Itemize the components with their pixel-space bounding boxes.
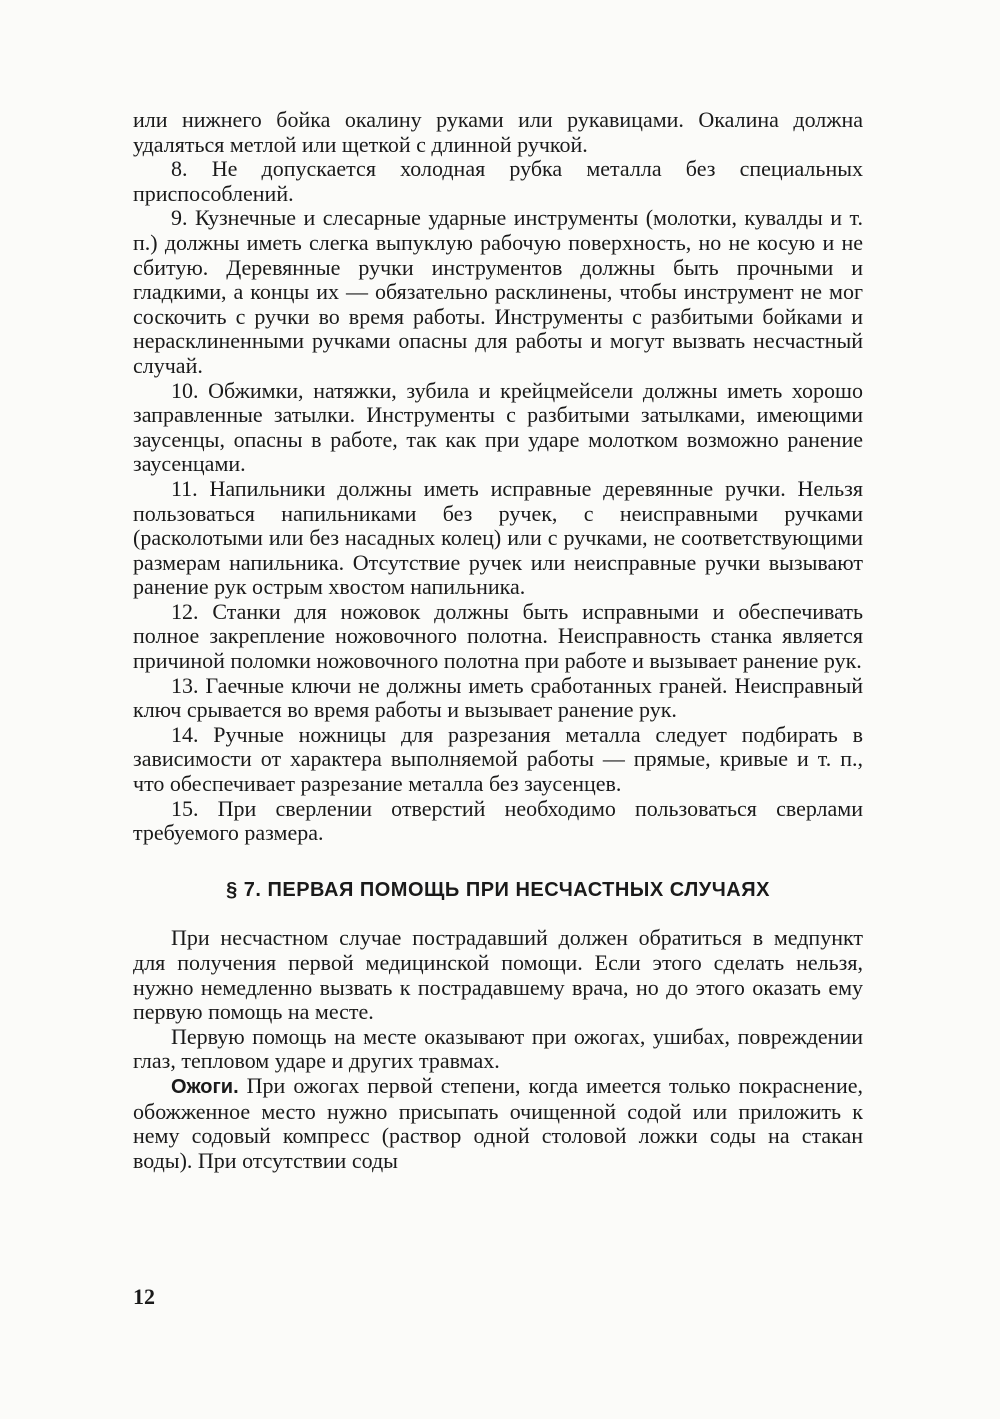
paragraph-item-15: 15. При сверлении отверстий необходимо пользоваться сверлами требуемого размера. xyxy=(133,795,863,846)
paragraph-first-aid-cases: Первую помощь на месте оказывают при ожогах, ушибах, повреждении глаз, тепловом ударе и других травмах. xyxy=(133,1023,863,1074)
paragraph-item-12: 12. Станки для ножовок должны быть исправными и обеспечивать полное закрепление ножовочного полотна. Неисправность станка является причиной поломки ножовочного полотна при работе и вызывает ранение рук. xyxy=(133,598,863,674)
paragraph-first-aid-intro: При несчастном случае пострадавший должен обратиться в медпункт для получения первой медицинской помощи. Если этого сделать нельзя, нужно немедленно вызвать к пострадавшему врача, но до этого оказать ему первую помощь на месте. xyxy=(133,925,863,1025)
section-heading: § 7. ПЕРВАЯ ПОМОЩЬ ПРИ НЕСЧАСТНЫХ СЛУЧАЯХ xyxy=(226,878,770,901)
paragraph-burns xyxy=(133,1074,863,1173)
paragraph-item-9: 9. Кузнечные и слесарные ударные инструменты (молотки, кувалды и т. п.) должны иметь слегка выпуклую рабочую поверхность, но не косую и не сбитую. Деревянные ручки инструментов должны быть прочными и гладкими, а концы их — обязательно расклинены, чтобы инструмент не мог соскочить с ручки во время работы. Инструменты с разбитыми бойками и нерасклиненными ручками опасны для работы и могут вызвать несчастный случай. xyxy=(133,205,863,378)
paragraph-continued: или нижнего бойка окалину руками или рукавицами. Окалина должна удаляться метлой или щеткой с длинной ручкой. xyxy=(133,107,863,157)
paragraph-item-13: 13. Гаечные ключи не должны иметь сработанных граней. Неисправный ключ срывается во время работы и вызывает ранение рук. xyxy=(133,672,863,723)
burns-run-in-heading: Ожоги. xyxy=(171,1075,239,1098)
body-text xyxy=(133,108,863,1173)
burns-text: При ожогах первой степени, когда имеется только покраснение, обожженное место нужно присыпать очищенной содой или приложить к нему содовый компресс (раствор одной столовой ложки соды на стакан воды). При отсутствии соды xyxy=(133,1072,863,1173)
paragraph-item-11: 11. Напильники должны иметь исправные деревянные ручки. Нельзя пользоваться напильниками без ручек, с неисправными ручками (расколотыми или без насадных колец) или с ручками, не соответствующими размерам напильника. Отсутствие ручек или неисправные ручки вызывают ранение рук острым хвостом напильника. xyxy=(133,475,863,600)
paragraph-item-14: 14. Ручные ножницы для разрезания металла следует подбирать в зависимости от характера выполняемой работы — прямые, кривые и т. п., что обеспечивает разрезание металла без заусенцев. xyxy=(133,721,863,797)
paragraph-item-8: 8. Не допускается холодная рубка металла без специальных приспособлений. xyxy=(133,156,863,206)
page-number: 12 xyxy=(133,1284,155,1309)
paragraph-item-10: 10. Обжимки, натяжки, зубила и крейцмейсели должны иметь хорошо заправленные затылки. Инструменты с разбитыми затылками, имеющими заусенцы, опасны в работе, так как при ударе молотком возможно ранение заусенцами. xyxy=(133,377,863,477)
